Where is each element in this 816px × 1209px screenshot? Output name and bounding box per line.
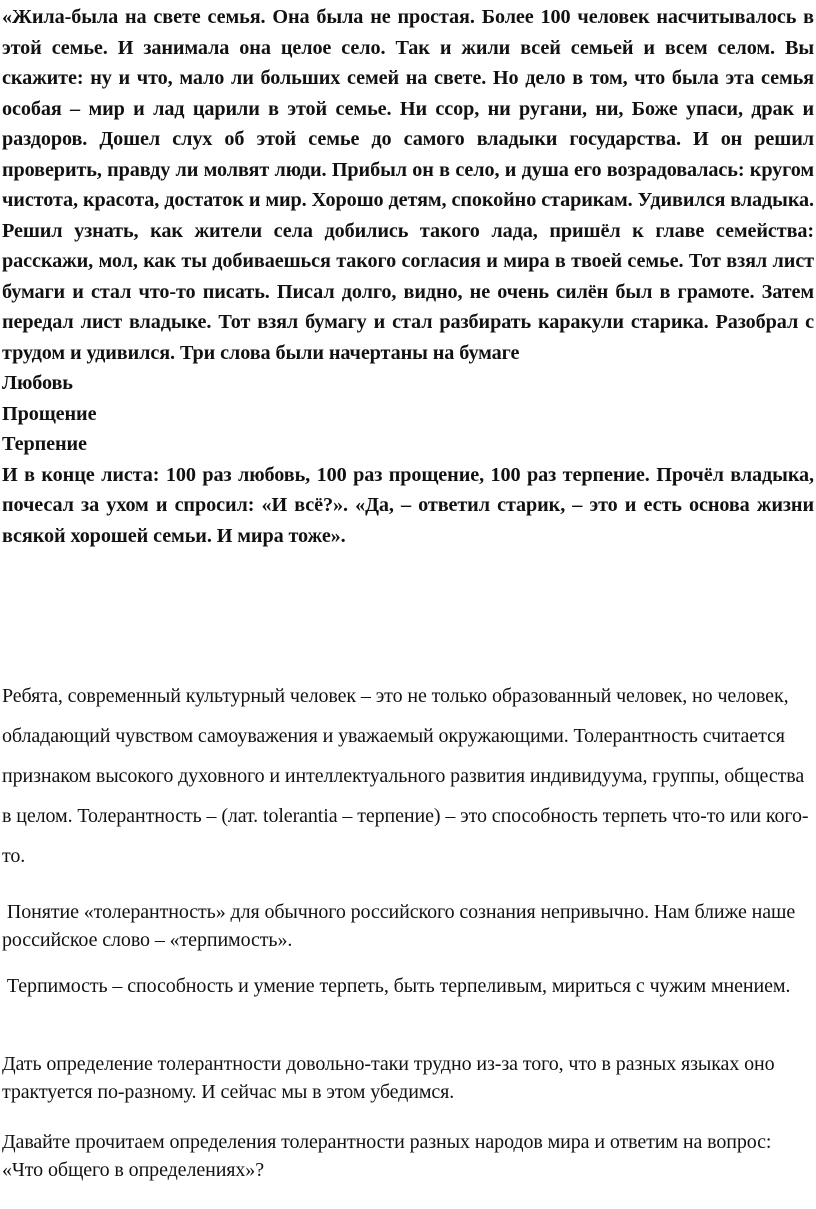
parable-paragraph: «Жила-была на свете семья. Она была не простая. Более 100 человек насчитывалось в этой семье. И занимала она целое село. Так и жили всей семьей и всем селом. Вы скажите: ну и что, мало ли больших семей на свете. Но дело в том, что была эта семья особая – мир и лад царили в этой семье. Ни ссор, ни ругани, ни, Боже упаси, драк и раздоров. Дошел слух об этой семье до самого владыки государства. И он решил проверить, правду ли молвят люди. Прибыл он в село, и душа его возрадовалась: кругом чистота, красота, достаток и мир. Хорошо детям, спокойно старикам. Удивился владыка. Решил узнать, как жители села добились такого лада, пришёл к главе семейства: расскажи, мол, как ты добиваешься такого согласия и мира в твоей семье. Тот взял лист бумаги и стал что-то писать. Писал долго, видно, не очень силён был в грамоте. Затем передал лист владыке. Тот взял бумагу и стал разбирать каракули старика. Разобрал с трудом и удивился. Три слова были начертаны на бумаге — [2, 6, 814, 364]
word-forgiveness: Прощение — [2, 402, 97, 425]
read-definitions-paragraph-block — [2, 1128, 814, 1184]
tolerance-intro-paragraph: Ребята, современный культурный человек – это не только образованный человек, но человек, обладающий чувством самоуважения и уважаемый окружающими. Толерантность считается признаком высокого духовного и интеллектуального развития индивидуума, группы, общества в целом. Толерантность – (лат. tolerantia – терпение) – это способность терпеть что-то или кого-то. — [2, 685, 809, 867]
word-love: Любовь — [2, 372, 73, 394]
terpimost-paragraph: Терпимость – способность и умение терпеть, быть терпеливым, мириться с чужим мнением. — [2, 975, 791, 997]
terpimost-paragraph-block — [2, 972, 814, 1000]
tolerance-intro-section — [2, 676, 814, 876]
read-definitions-paragraph: Давайте прочитаем определения толерантности разных народов мира и ответим на вопрос: «Что общего в определениях»? — [2, 1131, 772, 1181]
parable-section — [2, 2, 814, 551]
definition-paragraph: Дать определение толерантности довольно-таки трудно из-за того, что в разных языках оно трактуется по-разному. И сейчас мы в этом убедимся. — [2, 1053, 775, 1103]
concept-paragraph: Понятие «толерантность» для обычного российского сознания непривычно. Нам ближе наше российское слово – «терпимость». — [2, 901, 801, 951]
definition-paragraph-block — [2, 1050, 814, 1106]
parable-ending-paragraph: И в конце листа: 100 раз любовь, 100 раз прощение, 100 раз терпение. Прочёл владыка, почесал за ухом и спросил: «И всё?». «Да, – ответил старик, – это и есть основа жизни всякой хорошей семьи. И мира тоже». — [2, 463, 814, 547]
word-patience: Терпение — [2, 433, 87, 455]
concept-paragraph-block — [2, 898, 814, 954]
